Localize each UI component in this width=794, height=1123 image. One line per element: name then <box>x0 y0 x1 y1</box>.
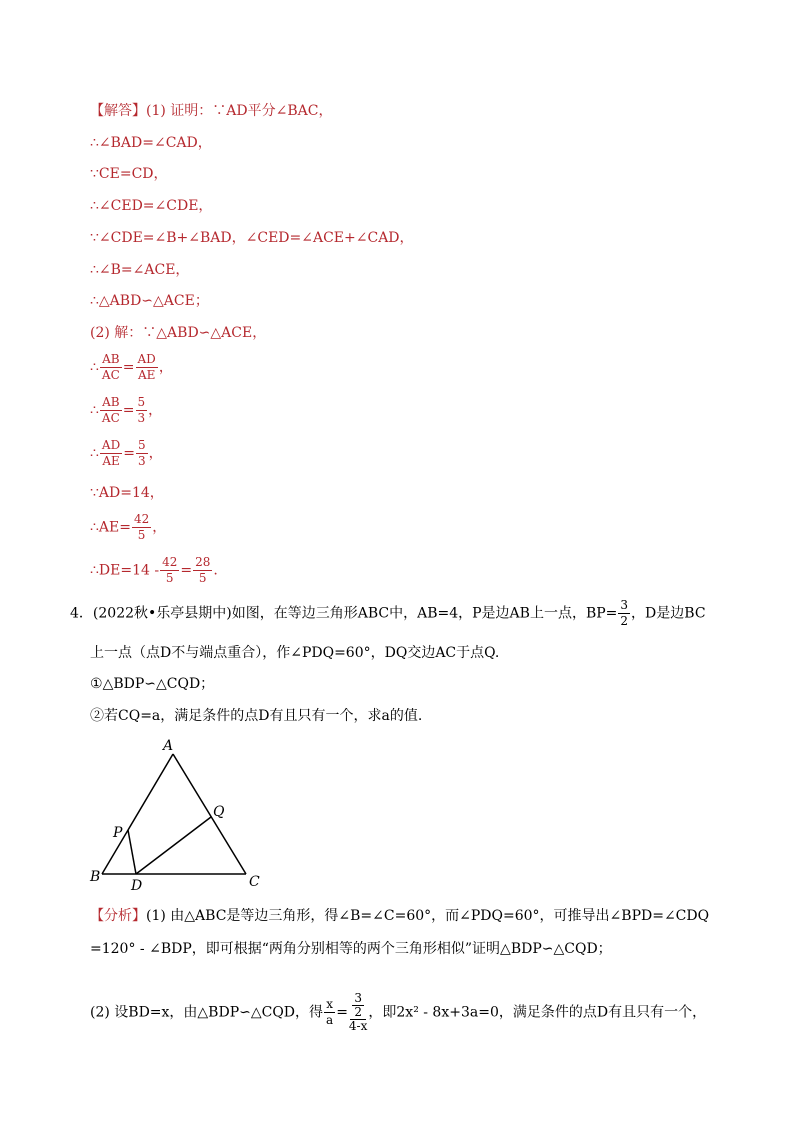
fraction-denominator: 2 <box>620 614 629 628</box>
analysis-line-1 <box>90 905 709 927</box>
fraction-numerator: AD <box>101 438 121 452</box>
analysis-text: ，即2x² - 8x+3a=0，满足条件的点D有且只有一个， <box>368 1004 707 1021</box>
fraction-denominator: 3 <box>137 411 146 425</box>
question-text: 若CQ=a，满足条件的点D有且只有一个，求a的值. <box>104 708 423 724</box>
fraction-numerator: 3 <box>620 598 629 612</box>
problem-number: 4． <box>70 605 93 622</box>
fraction-numerator: 5 <box>137 438 146 452</box>
fraction <box>100 395 122 426</box>
fraction-numerator: 42 <box>162 555 178 569</box>
fraction-denominator: 3 <box>137 454 146 468</box>
label-a: A <box>163 738 174 754</box>
inner-numerator: 3 <box>354 991 362 1005</box>
question-text: △BDP∽△CQD； <box>102 676 215 692</box>
equals-sign: = <box>122 402 135 419</box>
fraction-numerator: AD <box>137 352 156 366</box>
equals-sign: = <box>122 359 135 376</box>
fraction-denominator: AE <box>102 454 120 468</box>
fraction <box>132 512 151 543</box>
answer-fraction-1 <box>90 352 173 383</box>
problem-line-2: 上一点（点D不与端点重合），作∠PDQ=60°，DQ交边AC于点Q. <box>90 645 500 661</box>
therefore-symbol: ∴ <box>90 402 99 419</box>
punctuation: ， <box>148 402 163 419</box>
compound-denominator: 4-x <box>348 1019 368 1033</box>
answer-line-4: ∴∠CED=∠CDE， <box>90 198 213 214</box>
answer-fraction-5 <box>90 555 218 586</box>
fraction-numerator: AB <box>102 395 120 409</box>
answer-line-7: ∴△ABD∽△ACE； <box>90 293 209 309</box>
fraction-numerator: 42 <box>133 512 150 526</box>
fraction <box>136 438 148 469</box>
problem-line-1 <box>70 598 706 629</box>
fraction <box>100 438 122 469</box>
fraction-numerator: 28 <box>195 555 211 569</box>
answer-line-6: ∴∠B=∠ACE， <box>90 262 190 278</box>
answer-line-5: ∵∠CDE=∠B+∠BAD，∠CED=∠ACE+∠CAD， <box>90 230 414 246</box>
punctuation: . <box>213 562 218 579</box>
side-ac <box>173 754 246 874</box>
segment-dq <box>136 817 211 874</box>
inner-denominator: 2 <box>354 1005 362 1019</box>
question-2 <box>90 705 422 727</box>
question-1 <box>90 673 214 695</box>
analysis-text: (2) 设BD=x，由△BDP∽△CQD，得 <box>90 1004 324 1021</box>
question-marker: ② <box>90 708 104 724</box>
label-d: D <box>131 878 143 894</box>
analysis-line-3 <box>90 992 706 1033</box>
label-b: B <box>90 869 101 885</box>
equals-sign: = <box>336 1004 348 1021</box>
answer-line-9: ∵AD=14， <box>90 485 164 501</box>
triangle-figure <box>80 730 280 895</box>
equals-sign: = <box>180 562 193 579</box>
problem-source: (2022秋•乐亭县期中) <box>92 605 232 622</box>
fraction-denominator: AC <box>101 368 120 382</box>
fraction-denominator: AC <box>101 411 120 425</box>
therefore-symbol: ∴ <box>90 445 99 462</box>
compound-fraction <box>349 992 367 1033</box>
equation-prefix: ∴AE= <box>90 519 131 536</box>
fraction-numerator: 5 <box>137 395 146 409</box>
label-q: Q <box>213 804 225 820</box>
fraction-numerator: AB <box>102 352 120 366</box>
answer-text-1: (1) 证明：∵AD平分∠BAC， <box>146 103 333 119</box>
answer-fraction-4 <box>90 512 166 543</box>
answer-fraction-2 <box>90 395 162 426</box>
fraction <box>100 352 122 383</box>
fraction <box>193 555 212 586</box>
label-c: C <box>249 874 260 890</box>
fraction <box>136 352 158 383</box>
fraction-denominator: 5 <box>165 571 174 585</box>
label-p: P <box>113 825 123 841</box>
analysis-tag: 【分析】 <box>90 908 146 924</box>
question-marker: ① <box>90 676 103 692</box>
therefore-symbol: ∴ <box>90 359 99 376</box>
analysis-text-1: (1) 由△ABC是等边三角形，得∠B=∠C=60°，而∠PDQ=60°，可推导出∠BPD=∠CDQ <box>146 908 710 924</box>
fraction-numerator: x <box>326 997 333 1011</box>
punctuation: ， <box>152 519 167 536</box>
answer-tag: 【解答】 <box>90 103 146 119</box>
answer-line-8: (2) 解：∵△ABD∽△ACE， <box>90 325 267 341</box>
fraction-x-over-a <box>324 997 335 1028</box>
answer-line-1 <box>90 100 332 122</box>
analysis-line-2: =120° - ∠BDP，即可根据“两角分别相等的两个三角形相似”证明△BDP∽△CQD； <box>90 941 612 957</box>
fraction <box>160 555 179 586</box>
problem-text: 如图，在等边三角形ABC中，AB=4，P是边AB上一点，BP= <box>231 605 618 622</box>
fraction-denominator: a <box>326 1013 334 1027</box>
fraction-bp <box>618 598 630 629</box>
equation-prefix: ∴DE=14 - <box>90 562 160 579</box>
fraction-denominator: 5 <box>137 528 146 542</box>
problem-text: ，D是边BC <box>631 605 706 622</box>
punctuation: ， <box>148 445 163 462</box>
answer-fraction-3 <box>90 438 163 469</box>
compound-numerator <box>350 992 366 1020</box>
side-ab <box>102 754 173 874</box>
punctuation: ， <box>158 359 173 376</box>
segment-pd <box>128 830 136 874</box>
equals-sign: = <box>123 445 135 462</box>
fraction-denominator: 5 <box>198 571 207 585</box>
fraction <box>136 395 148 426</box>
fraction-denominator: AE <box>137 368 156 382</box>
inner-fraction <box>352 992 364 1019</box>
answer-line-3: ∵CE=CD， <box>90 166 168 182</box>
answer-line-2: ∴∠BAD=∠CAD， <box>90 135 212 151</box>
